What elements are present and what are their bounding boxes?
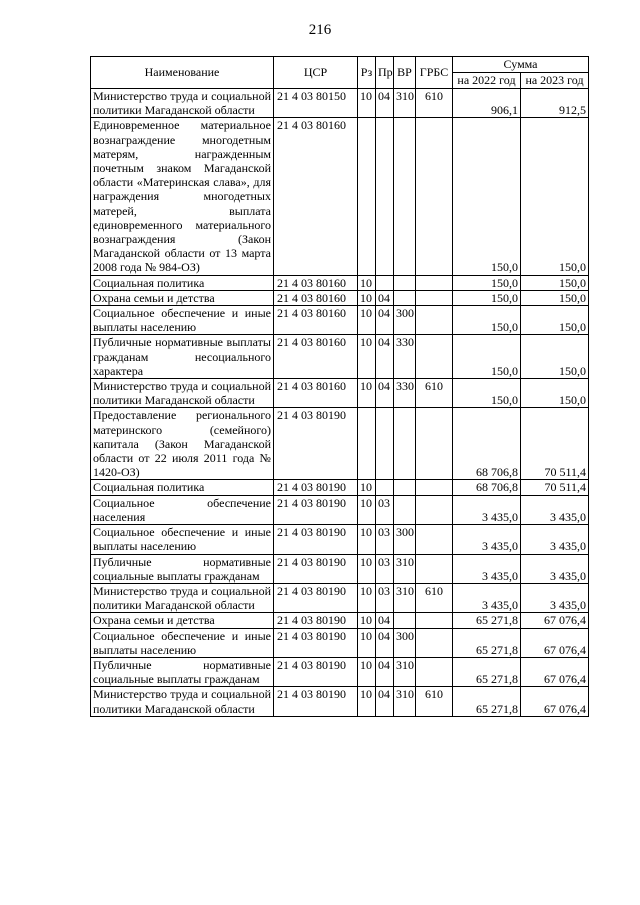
cell-rz: 10 [358,379,376,408]
cell-sum-2023: 150,0 [521,118,589,275]
cell-csr: 21 4 03 80190 [274,525,358,554]
cell-grbs [416,495,453,524]
cell-rz: 10 [358,554,376,583]
table-row [91,583,589,612]
cell-pr: 04 [376,290,394,305]
cell-vr: 310 [394,554,416,583]
cell-name: Охрана семьи и детства [91,613,274,628]
cell-sum-2022: 3 435,0 [453,495,521,524]
cell-name: Министерство труда и социальной политики Магаданской области [91,379,274,408]
cell-grbs [416,628,453,657]
cell-vr: 310 [394,657,416,686]
cell-sum-2022: 3 435,0 [453,583,521,612]
cell-vr: 310 [394,583,416,612]
table-row [91,628,589,657]
cell-sum-2022: 150,0 [453,275,521,290]
cell-rz: 10 [358,306,376,335]
cell-sum-2023: 67 076,4 [521,613,589,628]
cell-pr: 03 [376,583,394,612]
table-row [91,118,589,275]
cell-name: Социальная политика [91,480,274,495]
cell-csr: 21 4 03 80190 [274,583,358,612]
cell-vr: 300 [394,525,416,554]
table-row [91,89,589,118]
cell-sum-2022: 3 435,0 [453,554,521,583]
cell-grbs [416,525,453,554]
cell-pr: 04 [376,613,394,628]
cell-vr [394,290,416,305]
cell-grbs: 610 [416,583,453,612]
cell-pr: 04 [376,628,394,657]
cell-vr: 310 [394,89,416,118]
cell-rz: 10 [358,275,376,290]
cell-csr: 21 4 03 80160 [274,335,358,379]
cell-sum-2022: 150,0 [453,290,521,305]
cell-csr: 21 4 03 80150 [274,89,358,118]
cell-name: Министерство труда и социальной политики Магаданской области [91,687,274,716]
cell-pr: 03 [376,525,394,554]
cell-pr: 04 [376,379,394,408]
cell-csr: 21 4 03 80160 [274,379,358,408]
cell-name: Социальное обеспечение и иные выплаты населению [91,628,274,657]
cell-name: Министерство труда и социальной политики Магаданской области [91,89,274,118]
cell-pr: 04 [376,657,394,686]
cell-csr: 21 4 03 80160 [274,290,358,305]
table-row [91,657,589,686]
table-row [91,525,589,554]
cell-grbs [416,554,453,583]
cell-csr: 21 4 03 80190 [274,408,358,480]
header-year-2023: на 2023 год [521,73,589,89]
cell-grbs [416,613,453,628]
cell-grbs: 610 [416,379,453,408]
table-row [91,379,589,408]
cell-sum-2022: 65 271,8 [453,628,521,657]
header-vr: ВР [394,57,416,89]
cell-vr: 300 [394,628,416,657]
cell-sum-2022: 150,0 [453,335,521,379]
cell-csr: 21 4 03 80190 [274,480,358,495]
cell-sum-2022: 150,0 [453,118,521,275]
table-row [91,495,589,524]
budget-table [90,56,589,717]
table-header-row [91,57,589,73]
cell-sum-2023: 3 435,0 [521,554,589,583]
cell-grbs: 610 [416,89,453,118]
cell-rz: 10 [358,480,376,495]
cell-rz: 10 [358,290,376,305]
cell-sum-2022: 65 271,8 [453,613,521,628]
cell-rz: 10 [358,628,376,657]
header-name: Наименование [91,57,274,89]
cell-sum-2022: 68 706,8 [453,408,521,480]
cell-vr [394,275,416,290]
table-row [91,480,589,495]
cell-sum-2022: 65 271,8 [453,687,521,716]
cell-rz: 10 [358,687,376,716]
cell-pr: 04 [376,335,394,379]
cell-name: Социальная политика [91,275,274,290]
cell-csr: 21 4 03 80160 [274,275,358,290]
header-rz: Рз [358,57,376,89]
cell-sum-2023: 67 076,4 [521,657,589,686]
cell-pr: 03 [376,495,394,524]
cell-pr [376,118,394,275]
cell-grbs [416,290,453,305]
cell-sum-2022: 150,0 [453,306,521,335]
cell-grbs [416,408,453,480]
header-grbs: ГРБС [416,57,453,89]
table-row [91,554,589,583]
cell-grbs: 610 [416,687,453,716]
header-csr: ЦСР [274,57,358,89]
cell-rz: 10 [358,335,376,379]
cell-vr [394,480,416,495]
cell-pr [376,408,394,480]
cell-vr: 330 [394,379,416,408]
cell-csr: 21 4 03 80160 [274,306,358,335]
cell-sum-2023: 150,0 [521,335,589,379]
cell-csr: 21 4 03 80190 [274,657,358,686]
cell-csr: 21 4 03 80160 [274,118,358,275]
cell-rz: 10 [358,613,376,628]
table-row [91,613,589,628]
cell-grbs [416,118,453,275]
cell-pr [376,480,394,495]
table-row [91,275,589,290]
cell-sum-2023: 150,0 [521,290,589,305]
cell-vr: 330 [394,335,416,379]
table-row [91,687,589,716]
cell-name: Публичные нормативные социальные выплаты гражданам [91,657,274,686]
cell-vr [394,408,416,480]
cell-name: Социальное обеспечение населения [91,495,274,524]
cell-grbs [416,306,453,335]
cell-sum-2023: 3 435,0 [521,495,589,524]
cell-sum-2023: 67 076,4 [521,687,589,716]
cell-pr: 04 [376,306,394,335]
page-number: 216 [308,22,332,38]
cell-sum-2022: 906,1 [453,89,521,118]
cell-rz: 10 [358,525,376,554]
cell-csr: 21 4 03 80190 [274,628,358,657]
cell-pr [376,275,394,290]
cell-csr: 21 4 03 80190 [274,554,358,583]
cell-rz: 10 [358,657,376,686]
cell-name: Министерство труда и социальной политики Магаданской области [91,583,274,612]
cell-rz: 10 [358,89,376,118]
cell-sum-2023: 912,5 [521,89,589,118]
table-row [91,335,589,379]
cell-vr [394,118,416,275]
cell-name: Публичные нормативные социальные выплаты гражданам [91,554,274,583]
cell-vr: 300 [394,306,416,335]
cell-name: Охрана семьи и детства [91,290,274,305]
cell-rz [358,118,376,275]
table-row [91,306,589,335]
cell-grbs [416,275,453,290]
cell-pr: 04 [376,89,394,118]
cell-rz: 10 [358,495,376,524]
cell-sum-2023: 150,0 [521,379,589,408]
cell-name: Предоставление регионального материнского (семейного) капитала (Закон Магаданской области от 22 июля 2011 года № 1420-ОЗ) [91,408,274,480]
cell-grbs [416,335,453,379]
header-pr: Пр [376,57,394,89]
cell-sum-2023: 67 076,4 [521,628,589,657]
cell-pr: 03 [376,554,394,583]
cell-sum-2023: 3 435,0 [521,525,589,554]
cell-sum-2022: 150,0 [453,379,521,408]
table-row [91,290,589,305]
header-year-2022: на 2022 год [453,73,521,89]
cell-name: Социальное обеспечение и иные выплаты населению [91,525,274,554]
cell-grbs [416,657,453,686]
cell-sum-2022: 68 706,8 [453,480,521,495]
cell-sum-2023: 3 435,0 [521,583,589,612]
cell-csr: 21 4 03 80190 [274,687,358,716]
cell-rz [358,408,376,480]
cell-sum-2023: 150,0 [521,275,589,290]
cell-vr [394,495,416,524]
cell-csr: 21 4 03 80190 [274,613,358,628]
table-row [91,408,589,480]
cell-rz: 10 [358,583,376,612]
cell-sum-2022: 65 271,8 [453,657,521,686]
cell-sum-2023: 150,0 [521,306,589,335]
header-sum: Сумма [453,57,589,73]
cell-pr: 04 [376,687,394,716]
cell-vr [394,613,416,628]
cell-sum-2023: 70 511,4 [521,480,589,495]
table-body [91,89,589,717]
cell-csr: 21 4 03 80190 [274,495,358,524]
cell-sum-2022: 3 435,0 [453,525,521,554]
cell-vr: 310 [394,687,416,716]
cell-sum-2023: 70 511,4 [521,408,589,480]
cell-name: Публичные нормативные выплаты гражданам несоциального характера [91,335,274,379]
cell-name: Единовременное материальное вознаграждение многодетным матерям, награжденным почетным знаком Магаданской области «Материнская слава», для награждения многодетных матерей, выплата единовременного материального вознаграждения (Закон Магаданской области от 13 марта 2008 года № 984-ОЗ) [91,118,274,275]
cell-name: Социальное обеспечение и иные выплаты населению [91,306,274,335]
cell-grbs [416,480,453,495]
